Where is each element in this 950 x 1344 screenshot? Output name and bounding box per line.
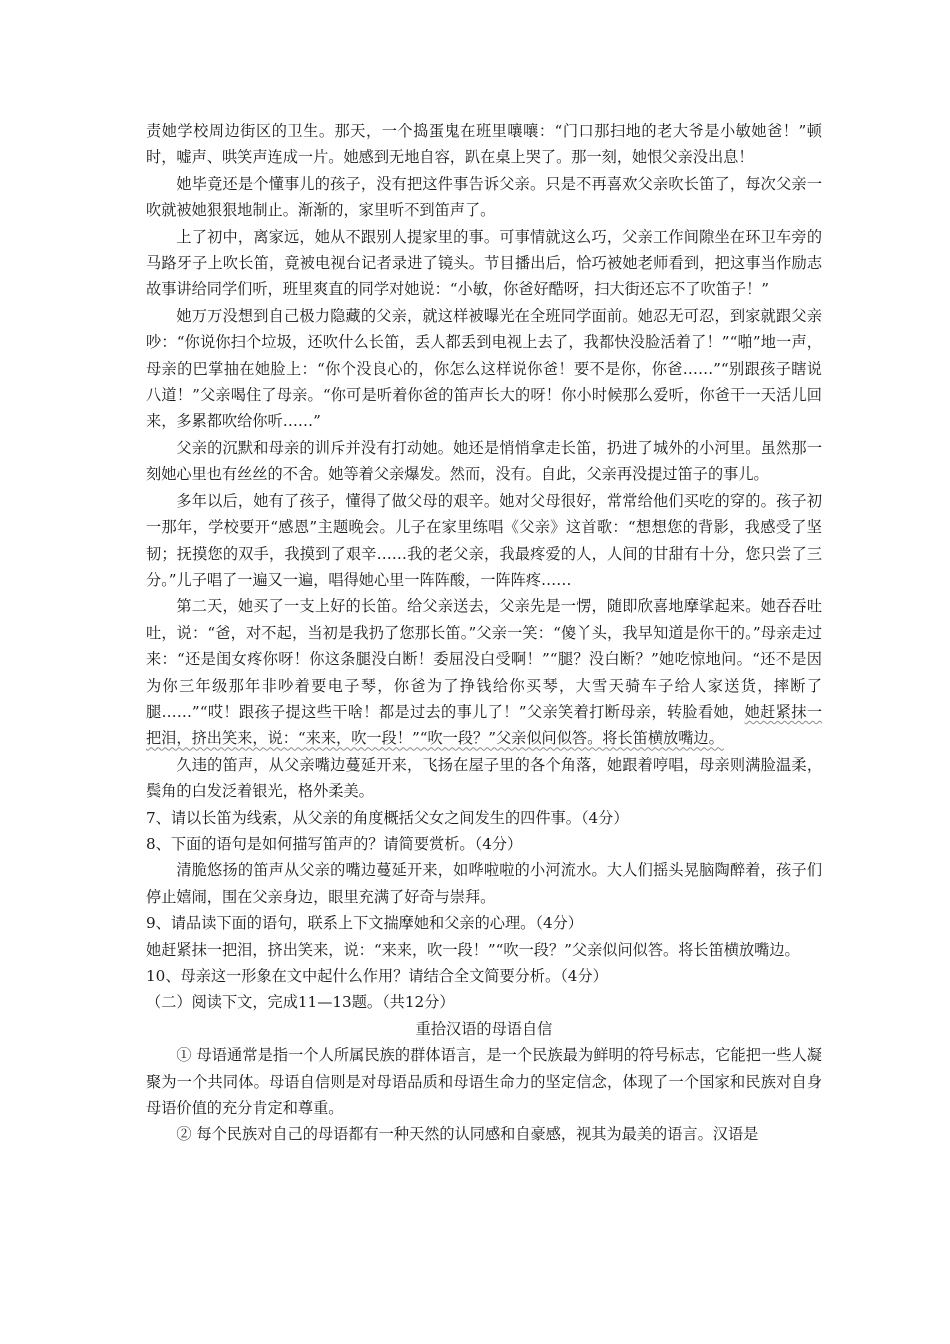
question-9-quote: 她赶紧抹一把泪，挤出笑来，说：“来来，吹一段！”“吹一段？”父亲似问似答。将长笛横放嘴边。 — [146, 940, 800, 959]
question-8-quote: 清脆悠扬的笛声从父亲的嘴边蔓延开来，如哗啦啦的小河流水。大人们摇头晃脑陶醉着，孩子们停止嬉闹，围在父亲身边，眼里充满了好奇与崇拜。 — [146, 861, 822, 906]
question-10: 10、母亲这一形象在文中起什么作用？请结合全文简要分析。（4分） — [146, 967, 608, 985]
passage-paragraph: 她毕竟还是个懂事儿的孩子，没有把这件事告诉父亲。只是不再喜欢父亲吹长笛了，每次父亲一吹就被她狠狠地制止。渐渐的，家里听不到笛声了。 — [146, 174, 822, 220]
passage-paragraph — [146, 593, 822, 751]
passage-paragraph: 她万万没想到自己极力隐藏的父亲，就这样被曝光在全班同学面前。她忍无可忍，到家就跟父亲吵：“你说你扫个垃圾，还吹什么长笛，丢人都丢到电视上去了，我都快没脸活着了！”“啪”地一声，母亲的巴掌抽在她脸上：“你个没良心的，你怎么这样说你爸！要不是你，你爸……”“别跟孩子瞎说八道！”父亲喝住了母亲。“你可是听着你爸的笛声长大的呀！你小时候那么爱听，你爸干一天活儿回来，多累都吹给你听……” — [146, 306, 822, 431]
article-paragraph: ② 每个民族对自己的母语都有一种天然的认同感和自豪感，视其为最美的语言。汉语是 — [176, 1125, 759, 1144]
wavy-underlined-sentence: 她赶紧抹一把泪，挤出笑来，说：“来来，吹一段！”“吹一段？”父亲似问似答。将长笛横放嘴边。 — [146, 702, 823, 748]
passage-text: 第二天，她买了一支上好的长笛。给父亲送去，父亲先是一愣，随即欣喜地摩挲起来。她吞吞吐吐，说：“爸，对不起，当初是我扔了您那长笛。”父亲一笑：“傻丫头，我早知道是你干的。”母亲走过来：“还是闺女疼你呀！你这条腿没白断！委屈没白受啊！”“腿？没白断？”她吃惊地问。“还不是因为你三年级那年非吵着要电子琴，你爸为了挣钱给你买琴，大雪天骑车子给人家送货，摔断了腿……”“哎！跟孩子提这些干啥！都是过去的事儿了！”父亲笑着打断母亲，转脸看她， — [146, 597, 822, 721]
section-heading: （二）阅读下文，完成11—13题。（共12分） — [146, 993, 455, 1012]
passage-paragraph: 父亲的沉默和母亲的训斥并没有打动她。她还是悄悄拿走长笛，扔进了城外的小河里。虽然那一刻她心里也有丝丝的不舍。她等着父亲爆发。然而，没有。自此，父亲再没提过笛子的事儿。 — [146, 438, 822, 484]
document-page — [146, 118, 822, 1148]
passage-paragraph: 久违的笛声，从父亲嘴边蔓延开来，飞扬在屋子里的各个角落，她跟着哼唱，母亲则满脸温柔，鬓角的白发泛着银光，格外柔美。 — [146, 755, 822, 801]
question-7: 7、请以长笛为线索，从父亲的角度概括父女之间发生的四件事。（4分） — [146, 808, 629, 827]
article-title: 重拾汉语的母语自信 — [415, 1019, 553, 1038]
question-8: 8、下面的语句是如何描写笛声的？请简要赏析。（4分） — [146, 834, 523, 853]
passage-paragraph: 多年以后，她有了孩子，懂得了做父母的艰辛。她对父母很好，常常给他们买吃的穿的。孩子初一那年，学校要开“感恩”主题晚会。儿子在家里练唱《父亲》这首歌：“想想您的背影，我感受了坚韧；抚摸您的双手，我摸到了艰辛……我的老父亲，我最疼爱的人，人间的甘甜有十分，您只尝了三分。”儿子唱了一遍又一遍，唱得她心里一阵阵酸，一阵阵疼…… — [146, 491, 822, 589]
article-paragraph: ① 母语通常是指一个人所属民族的群体语言，是一个民族最为鲜明的符号标志，它能把一些人凝聚为一个共同体。母语自信则是对母语品质和母语生命力的坚定信念，体现了一个国家和民族对自身母语价值的充分肯定和尊重。 — [146, 1046, 822, 1118]
passage-paragraph: 责她学校周边街区的卫生。那天，一个捣蛋鬼在班里嚷嚷：“门口那扫地的老大爷是小敏她爸！”顿时，嘘声、哄笑声连成一片。她感到无地自容，趴在桌上哭了。那一刻，她恨父亲没出息！ — [146, 122, 822, 167]
question-9: 9、请品读下面的语句，联系上下文揣摩她和父亲的心理。（4分） — [146, 914, 583, 933]
passage-paragraph: 上了初中，离家远，她从不跟别人提家里的事。可事情就这么巧，父亲工作间隙坐在环卫车旁的马路牙子上吹长笛，竟被电视台记者录进了镜头。节目播出后，恰巧被她老师看到，把这事当作励志故事讲给同学们听，班里爽直的同学对她说：“小敏，你爸好酷呀，扫大街还忘不了吹笛子！” — [146, 227, 822, 299]
